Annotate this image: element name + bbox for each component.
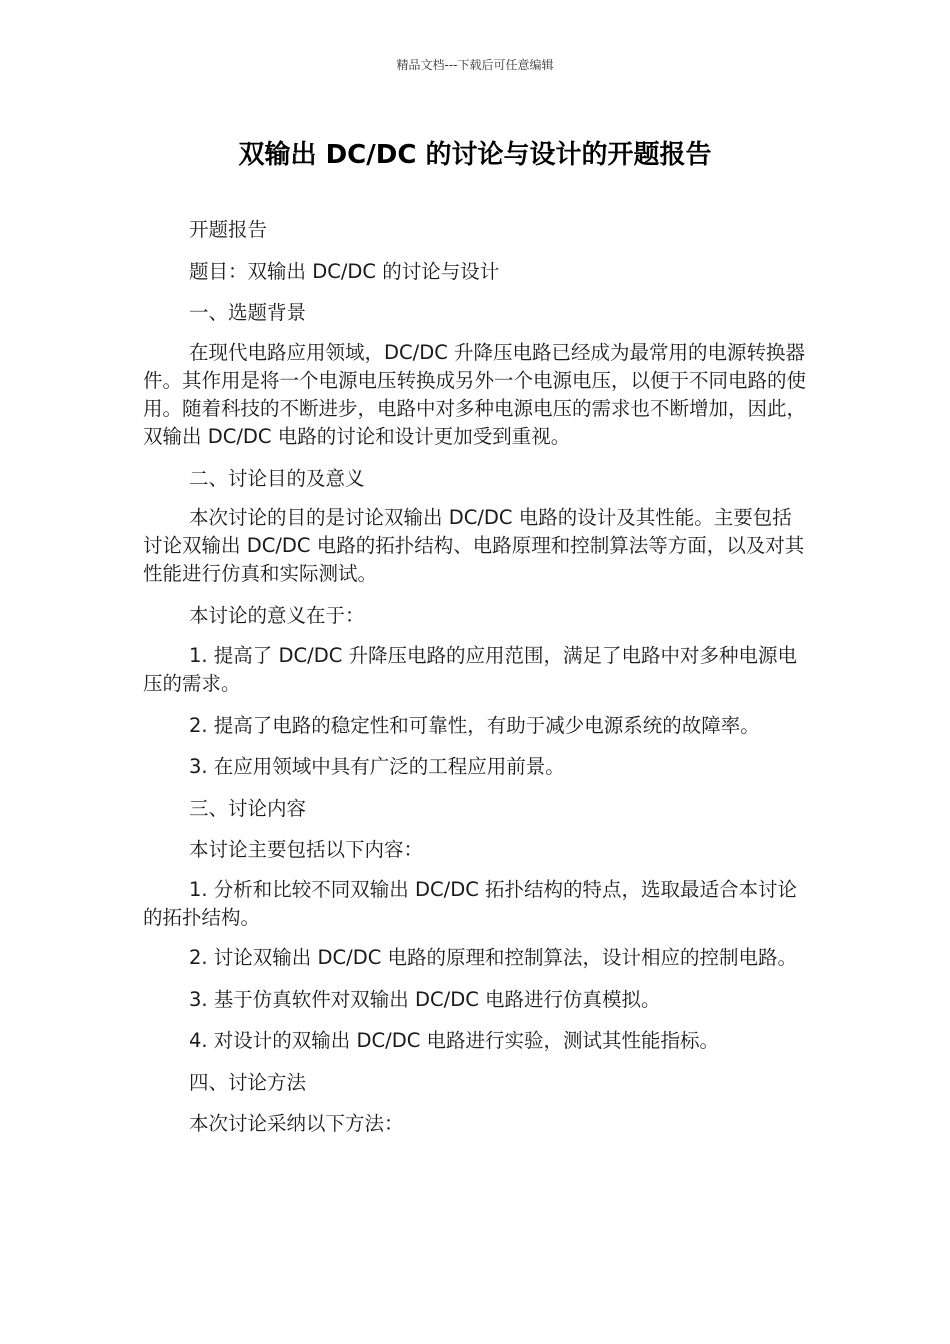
section-heading-method: 四、讨论方法 — [189, 1070, 307, 1094]
document-body — [143, 214, 808, 1150]
paragraph-content-intro: 本讨论主要包括以下内容： — [189, 838, 424, 861]
significance-item-3: 3. 在应用领域中具有广泛的工程应用前景。 — [189, 755, 565, 778]
paragraph-significance-intro: 本讨论的意义在于： — [189, 604, 365, 627]
paragraph-background: 在现代电路应用领域，DC/DC 升降压电路已经成为最常用的电源转换器件。其作用是将一个电源电压转换成另外一个电源电压，以便于不同电路的使用。随着科技的不断进步，电路中对多种电源电压的需求也不断增加，因此，双输出 DC/DC 电路的讨论和设计更加受到重视。 — [143, 340, 807, 448]
significance-item-2: 2. 提高了电路的稳定性和可靠性，有助于减少电源系统的故障率。 — [189, 713, 760, 737]
section-heading-purpose: 二、讨论目的及意义 — [189, 466, 365, 490]
content-item-2: 2. 讨论双输出 DC/DC 电路的原理和控制算法，设计相应的控制电路。 — [189, 945, 798, 969]
document-title: 双输出 DC/DC 的讨论与设计的开题报告 — [238, 140, 712, 170]
paragraph-report-label: 开题报告 — [189, 218, 268, 241]
content-item-3: 3. 基于仿真软件对双输出 DC/DC 电路进行仿真模拟。 — [189, 987, 661, 1011]
section-heading-content: 三、讨论内容 — [189, 796, 307, 820]
paragraph-topic: 题目：双输出 DC/DC 的讨论与设计 — [189, 259, 500, 283]
paragraph-purpose: 本次讨论的目的是讨论双输出 DC/DC 电路的设计及其性能。主要包括讨论双输出 DC/DC 电路的拓扑结构、电路原理和控制算法等方面，以及对其性能进行仿真和实际测试。 — [143, 506, 805, 585]
content-item-4: 4. 对设计的双输出 DC/DC 电路进行实验，测试其性能指标。 — [189, 1029, 720, 1052]
significance-item-1: 1. 提高了 DC/DC 升降压电路的应用范围，满足了电路中对多种电源电压的需求。 — [143, 643, 798, 695]
paragraph-method-intro: 本次讨论采纳以下方法： — [189, 1112, 404, 1135]
section-heading-background: 一、选题背景 — [189, 301, 307, 324]
content-item-1: 1. 分析和比较不同双输出 DC/DC 拓扑结构的特点，选取最适合本讨论的拓扑结构。 — [143, 877, 798, 929]
page-header-watermark: 精品文档---下载后可任意编辑 — [396, 58, 554, 72]
